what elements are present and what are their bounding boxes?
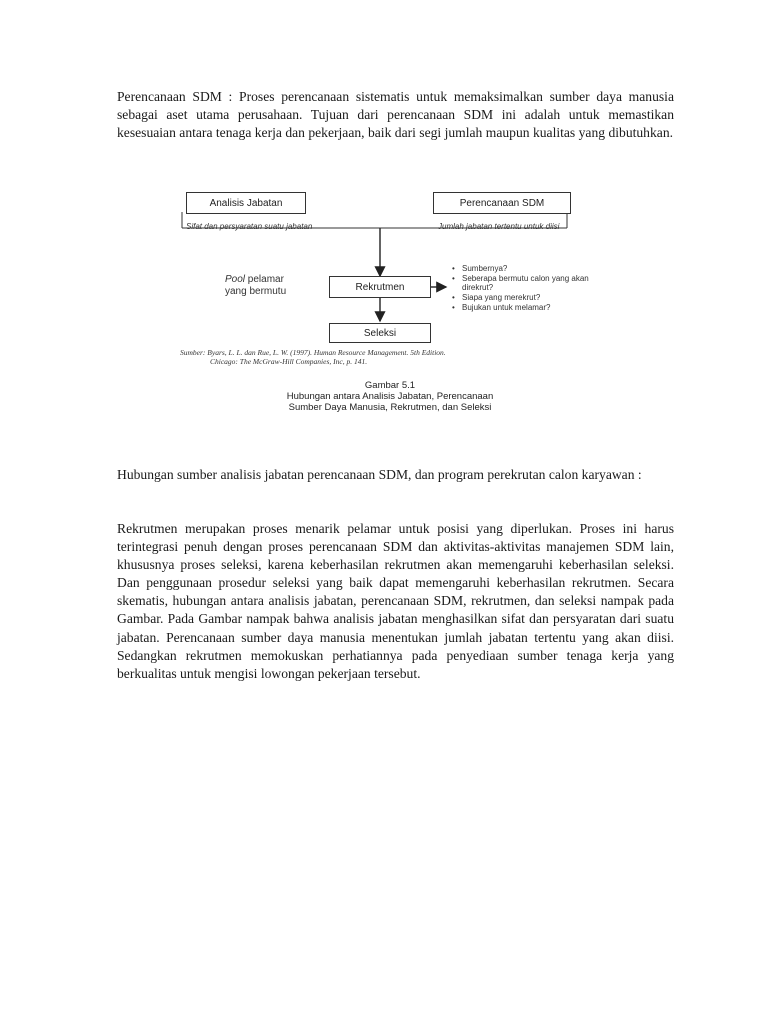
question-list xyxy=(452,264,602,313)
box-perencanaan-sdm: Perencanaan SDM xyxy=(433,192,571,214)
label-sifat-persyaratan: Sifat dan persyaratan suatu jabatan xyxy=(186,222,313,231)
box-analisis-jabatan: Analisis Jabatan xyxy=(186,192,306,214)
question-item: • Bujukan untuk melamar? xyxy=(452,303,551,312)
box-rekrutmen: Rekrutmen xyxy=(329,276,431,298)
label-pool-pelamar: Pool pelamar yang bermutu xyxy=(225,274,287,297)
figure-caption: Gambar 5.1 Hubungan antara Analisis Jabatan, Perencanaan Sumber Daya Manusia, Rekrutmen, dan Seleksi xyxy=(286,380,494,413)
relationship-heading-paragraph: Hubungan sumber analisis jabatan perencanaan SDM, dan program perekrutan calon karyawan : xyxy=(117,467,642,482)
question-item: • Sumbernya? xyxy=(452,264,508,273)
box-seleksi: Seleksi xyxy=(329,323,431,343)
label-jumlah-jabatan: Jumlah jabatan tertentu untuk diisi xyxy=(438,222,560,231)
question-item: • Siapa yang merekrut? xyxy=(452,293,541,302)
diagram-figure xyxy=(180,190,600,430)
figure-source: Sumber: Byars, L. L. dan Rue, L. W. (1997). Human Resource Management. 5th Edition. Chicago: The McGraw-Hill Companies, Inc, p. 141. xyxy=(180,348,446,366)
rekrutmen-paragraph: Rekrutmen merupakan proses menarik pelamar untuk posisi yang diperlukan. Proses ini harus terintegrasi penuh dengan proses perencanaan SDM dan aktivitas-aktivitas manajemen SDM lain, khususnya proses seleksi, karena keberhasilan rekrutmen akan memengaruhi keberhasilan seleksi. Dan penggunaan prosedur seleksi yang baik dapat memengaruhi keberhasilan rekrutmen. Secara skematis, hubungan antara analisis jabatan, perencanaan SDM, rekrutmen, dan seleksi nampak pada Gambar. Pada Gambar nampak bahwa analisis jabatan menghasilkan sifat dan persyaratan dari suatu jabatan. Perencanaan sumber daya manusia menentukan jumlah jabatan tertentu yang akan diisi. Sedangkan rekrutmen memokuskan perhatiannya pada penyediaan sumber tenaga kerja yang berkualitas untuk mengisi lowongan pekerjaan tersebut. xyxy=(117,521,674,681)
intro-paragraph: Perencanaan SDM : Proses perencanaan sistematis untuk memaksimalkan sumber daya manusia sebagai aset utama perusahaan. Tujuan dari perencanaan SDM ini adalah untuk memastikan kesesuaian antara tenaga kerja dan pekerjaan, baik dari segi jumlah maupun kualitas yang dibutuhkan. xyxy=(117,89,674,141)
question-item: • Seberapa bermutu calon yang akan direkrut? xyxy=(452,274,589,292)
